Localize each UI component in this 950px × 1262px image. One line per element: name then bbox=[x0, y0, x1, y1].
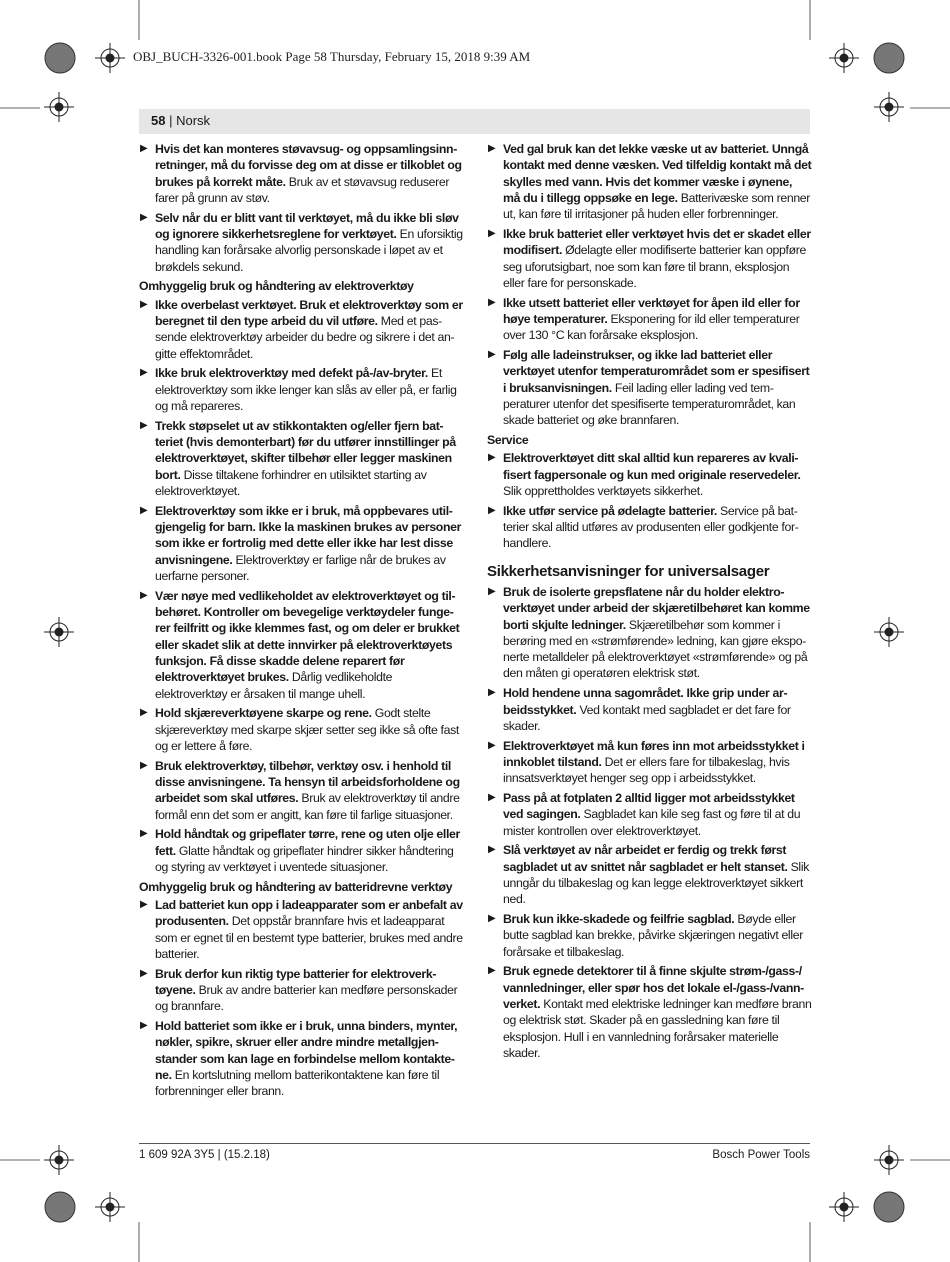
item-body-text: Ødelagte eller modifiserte batterier kan oppføre seg uforutsigbart, noe som kan føre til brann, eksplosjon eller fare for personskade. bbox=[503, 243, 806, 290]
item-body-text: En uforsiktig handling kan forårsake alvorlig personskade i løpet av et brøkdels sekund. bbox=[155, 226, 463, 274]
list-item bbox=[487, 450, 812, 499]
item-bold-text: Elektroverktøyet ditt skal alltid kun repareres av kvalifisert fagpersonale og kun med originale reservedeler. bbox=[503, 451, 801, 482]
item-bold-text: Bruk derfor kun riktig type batterier for elektroverktøyene. bbox=[155, 966, 437, 998]
left-column bbox=[139, 141, 464, 1103]
footer-brand: Bosch Power Tools bbox=[712, 1149, 810, 1161]
list-item bbox=[487, 295, 812, 344]
top-right-star-mark bbox=[874, 43, 904, 73]
item-body-text: Eksponering for ild eller temperaturer over 130 °C kan forårsake eksplosjon. bbox=[503, 311, 800, 343]
battery-tools-list bbox=[139, 897, 464, 1100]
bullet-arrow-icon: ▶ bbox=[140, 707, 148, 719]
top-left-cross-mark bbox=[95, 43, 125, 73]
bullet-arrow-icon: ▶ bbox=[488, 913, 496, 925]
right-column bbox=[487, 141, 812, 1065]
left-intro-list bbox=[139, 141, 464, 275]
section-heading-saws: Sikkerhetsanvisninger for universalsager bbox=[487, 562, 770, 580]
bullet-arrow-icon: ▶ bbox=[488, 687, 496, 699]
item-body-text: Et elektroverktøy som ikke lenger kan slås av eller på, er farlig og må repareres. bbox=[155, 366, 457, 413]
item-bold-text: Ikke bruk batteriet eller verktøyet hvis det er skadet eller modifisert. bbox=[503, 226, 811, 258]
item-bold-text: Bruk elektroverktøy, tilbehør, verktøy osv. i henhold til disse anvisningene. Ta hensyn til arbeidsforholdene og arbeidet som skal utføres. bbox=[155, 758, 460, 806]
item-bold-text: Hold batteriet som ikke er i bruk, unna binders, mynter, nøkler, spikre, skruer eller andre mindre metallgjenstander som kan lage en forbindelse mellom kontaktene. bbox=[155, 1019, 458, 1083]
list-item bbox=[139, 826, 464, 875]
item-body-text: Bruk av et støvavsug reduserer farer på grunn av støv. bbox=[155, 174, 450, 205]
bullet-arrow-icon: ▶ bbox=[488, 504, 496, 516]
bullet-arrow-icon: ▶ bbox=[140, 1020, 148, 1032]
mid-left-cross-mark bbox=[44, 617, 74, 647]
item-body-text: Service på batterier skal alltid utføres av produsenten eller godkjente forhandlere. bbox=[503, 503, 799, 551]
item-body-text: Med et passende elektroverktøy arbeider du bedre og sikrere i det angitte effektområdet. bbox=[155, 313, 455, 361]
list-item bbox=[139, 588, 464, 702]
list-item bbox=[139, 1018, 464, 1099]
list-item bbox=[139, 758, 464, 823]
item-bold-text: Bruk de isolerte grepsflatene når du holder elektroverktøyet under arbeid der skjæretilbehøret kan komme borti skjulte ledninger. bbox=[503, 584, 810, 632]
item-body-text: Kontakt med elektriske ledninger kan medføre brann og elektrisk støt. Skader på en gassledning kan føre til eksplosjon. Hull i en vannledning forårsaker materielle skader. bbox=[503, 997, 812, 1060]
item-body-text: En kortslutning mellom batterikontaktene kan føre til forbrenninger eller brann. bbox=[155, 1068, 440, 1099]
item-body-text: Slik unngår du tilbakeslag og kan legge elektroverktøyet sikkert ned. bbox=[503, 859, 809, 907]
bullet-arrow-icon: ▶ bbox=[140, 143, 148, 154]
top-right-cross-mark bbox=[829, 43, 859, 73]
item-bold-text: Ikke overbelast verktøyet. Bruk et elektroverktøy som er beregnet til den type arbeid du vil utføre. bbox=[155, 297, 463, 328]
item-bold-text: Selv når du er blitt vant til verktøyet, må du ikke bli sløv og ignorere sikkerhetsreglene for verktøyet. bbox=[155, 210, 459, 241]
item-body-text: Dårlig vedlikeholdte elektroverktøy er årsaken til mange uhell. bbox=[155, 670, 393, 701]
item-bold-text: Bruk kun ikke-skadede og feilfrie sagblad. bbox=[503, 912, 735, 927]
bottom-right-star-mark bbox=[874, 1192, 904, 1222]
item-bold-text: Slå verktøyet av når arbeidet er ferdig og trekk først sagbladet ut av snittet når sagbladet er helt stanset. bbox=[503, 843, 788, 874]
bullet-arrow-icon: ▶ bbox=[140, 967, 148, 979]
item-body-text: Bruk av elektroverktøy til andre formål enn det som er angitt, kan føre til farlige situasjoner. bbox=[155, 791, 460, 822]
section-title-battery-tools: Omhyggelig bruk og håndtering av batteridrevne verktøy bbox=[139, 879, 453, 894]
power-tools-list bbox=[139, 297, 464, 876]
item-bold-text: Pass på at fotplaten 2 alltid ligger mot arbeidsstykket ved sagingen. bbox=[503, 790, 795, 822]
item-bold-text: Følg alle ladeinstrukser, og ikke lad batteriet eller verktøyet utenfor temperaturområdet som er spesifisert i bruksanvisningen. bbox=[503, 348, 810, 395]
list-item bbox=[487, 503, 812, 552]
item-body-text: Feil lading eller lading ved temperaturer utenfor det spesifiserte temperaturområdet, kan skade batteriet og øke brannfaren. bbox=[503, 380, 796, 428]
bullet-arrow-icon: ▶ bbox=[140, 759, 148, 771]
bullet-arrow-icon: ▶ bbox=[140, 298, 148, 310]
item-bold-text: Hold skjæreverktøyene skarpe og rene. bbox=[155, 706, 372, 721]
item-body-text: Elektroverktøy er farlige når de brukes av uerfarne personer. bbox=[155, 552, 446, 583]
bullet-arrow-icon: ▶ bbox=[488, 844, 496, 856]
list-item bbox=[487, 963, 812, 1061]
bullet-arrow-icon: ▶ bbox=[488, 227, 496, 239]
item-body-text: Sagbladet kan kile seg fast og føre til at du mister kontrollen over elektroverktøyet. bbox=[503, 807, 801, 838]
list-item bbox=[487, 685, 812, 734]
section-title-power-tools: Omhyggelig bruk og håndtering av elektroverktøy bbox=[139, 279, 414, 294]
bullet-arrow-icon: ▶ bbox=[488, 452, 496, 464]
saw-safety-list bbox=[487, 584, 812, 1061]
list-item bbox=[487, 226, 812, 291]
item-bold-text: Lad batteriet kun opp i ladeapparater som er anbefalt av produsenten. bbox=[155, 898, 463, 929]
bullet-arrow-icon: ▶ bbox=[140, 211, 148, 223]
list-item bbox=[139, 503, 464, 584]
list-item bbox=[139, 897, 464, 962]
item-body-text: Glatte håndtak og gripeflater hindrer sikker håndtering og styring av verktøyet i uventede situasjoner. bbox=[155, 843, 454, 874]
list-item bbox=[487, 790, 812, 839]
list-item bbox=[487, 347, 812, 428]
item-bold-text: Trekk støpselet ut av stikkontakten og/eller fjern batteriet (hvis demonterbart) før du utfører innstillinger på elektroverktøyet, skifter tilbehør eller legger maskinen bort. bbox=[155, 418, 456, 482]
bullet-arrow-icon: ▶ bbox=[140, 828, 148, 840]
item-body-text: Bøyde eller butte sagblad kan brekke, påvirke skjæringen negativt eller forårsake et tilbakeslag. bbox=[503, 912, 803, 959]
section-title-service: Service bbox=[487, 433, 529, 448]
item-bold-text: Ikke utsett batteriet eller verktøyet for åpen ild eller for høye temperaturer. bbox=[503, 295, 800, 326]
item-bold-text: Ikke bruk elektroverktøy med defekt på-/av-bryter. bbox=[155, 366, 428, 381]
list-item bbox=[487, 738, 812, 787]
mid-right-cross-mark bbox=[874, 617, 904, 647]
bullet-arrow-icon: ▶ bbox=[488, 296, 496, 308]
list-item bbox=[139, 141, 464, 206]
bullet-arrow-icon: ▶ bbox=[488, 349, 496, 361]
item-body-text: Bruk av andre batterier kan medføre personskader og brannfare. bbox=[155, 983, 458, 1014]
top-left-side-cross-mark bbox=[44, 92, 74, 122]
list-item bbox=[487, 842, 812, 907]
bullet-arrow-icon: ▶ bbox=[488, 791, 496, 803]
bullet-arrow-icon: ▶ bbox=[488, 965, 496, 977]
bullet-arrow-icon: ▶ bbox=[140, 899, 148, 911]
top-left-star-mark bbox=[45, 43, 75, 73]
bottom-left-side-cross-mark bbox=[44, 1145, 74, 1175]
bullet-arrow-icon: ▶ bbox=[488, 143, 496, 154]
item-bold-text: Ikke utfør service på ødelagte batterier. bbox=[503, 503, 717, 518]
list-item bbox=[139, 418, 464, 499]
page-header bbox=[151, 113, 210, 128]
file-meta-line: OBJ_BUCH-3326-001.book Page 58 Thursday, February 15, 2018 9:39 AM bbox=[133, 49, 531, 64]
list-item bbox=[487, 584, 812, 682]
bottom-right-side-cross-mark bbox=[874, 1145, 904, 1175]
list-item bbox=[139, 210, 464, 275]
item-bold-text: Vær nøye med vedlikeholdet av elektroverktøyet og tilbehøret. Kontroller om bevegelige verktøydeler fungerer feilfritt og ikke klemmes fast, og om deler er brukket eller skadet slik at dette innvirker på elektroverktøyets funksjon. Få disse skadde delene reparert før elektroverktøyet brukes. bbox=[155, 588, 460, 685]
bullet-arrow-icon: ▶ bbox=[140, 504, 148, 516]
item-body-text: Ved kontakt med sagbladet er det fare for skader. bbox=[503, 702, 791, 733]
header-separator: | bbox=[165, 113, 177, 128]
item-bold-text: Ved gal bruk kan det lekke væske ut av batteriet. Unngå kontakt med denne væsken. Ved tilfeldig kontakt må det skylles med vann. Hvis det kommer væske i øynene, må du i tillegg oppsøke en lege. bbox=[503, 142, 812, 205]
item-bold-text: Hold håndtak og gripeflater tørre, rene og uten olje eller fett. bbox=[155, 827, 460, 858]
footer-doc-number: 1 609 92A 3Y5 | (15.2.18) bbox=[139, 1149, 270, 1161]
header-language: Norsk bbox=[176, 113, 211, 128]
item-bold-text: Bruk egnede detektorer til å finne skjulte strøm-/gass-/ vannledninger, eller spør hos det lokale el-/gass-/vannverket. bbox=[503, 964, 805, 1012]
service-list bbox=[487, 450, 812, 551]
list-item bbox=[139, 365, 464, 414]
bottom-left-star-mark bbox=[45, 1192, 75, 1222]
list-item bbox=[487, 141, 812, 222]
item-body-text: Det oppstår brannfare hvis et ladeapparat som er egnet til en bestemt type batterier, brukes med andre batterier. bbox=[155, 914, 463, 961]
right-intro-list bbox=[487, 141, 812, 429]
footer-rule bbox=[139, 1143, 810, 1144]
top-right-side-cross-mark bbox=[874, 92, 904, 122]
bottom-left-cross-mark bbox=[95, 1192, 125, 1222]
bullet-arrow-icon: ▶ bbox=[140, 367, 148, 379]
item-bold-text: Elektroverktøyet må kun føres inn mot arbeidsstykket i innkoblet tilstand. bbox=[503, 738, 805, 769]
list-item bbox=[139, 297, 464, 362]
list-item bbox=[139, 966, 464, 1015]
item-body-text: Godt stelte skjæreverktøy med skarpe skjær setter seg ikke så ofte fast og er lettere å føre. bbox=[155, 706, 459, 753]
item-body-text: Disse tiltakene forhindrer en utilsiktet starting av elektroverktøyet. bbox=[155, 467, 427, 498]
bullet-arrow-icon: ▶ bbox=[488, 739, 496, 751]
list-item bbox=[139, 705, 464, 754]
bullet-arrow-icon: ▶ bbox=[140, 589, 148, 601]
bullet-arrow-icon: ▶ bbox=[140, 419, 148, 431]
bottom-right-cross-mark bbox=[829, 1192, 859, 1222]
page-number: 58 bbox=[151, 113, 166, 128]
item-bold-text: Elektroverktøy som ikke er i bruk, må oppbevares utilgjengelig for barn. Ikke la maskinen brukes av personer som ikke er fortrolig med dette eller ikke har lest disse anvisningene. bbox=[155, 503, 462, 567]
bullet-arrow-icon: ▶ bbox=[488, 585, 496, 597]
item-body-text: Skjæretilbehør som kommer i berøring med en «strømførende» ledning, kan gjøre eksponerte metalldeler på elektroverktøyet «strømførende» og på den måten gi operatøren elektrisk støt. bbox=[503, 617, 808, 681]
item-body-text: Batterivæske som renner ut, kan føre til irritasjoner på huden eller forbrenninger. bbox=[503, 190, 811, 222]
item-bold-text: Hold hendene unna sagområdet. Ikke grip under arbeidsstykket. bbox=[503, 686, 788, 717]
item-bold-text: Hvis det kan monteres støvavsug- og oppsamlingsinnretninger, må du forvisse deg om at disse er tilkoblet og brukes på korrekt måte. bbox=[155, 142, 462, 189]
item-body-text: Slik opprettholdes verktøyets sikkerhet. bbox=[503, 483, 703, 498]
list-item bbox=[487, 911, 812, 960]
page-header-bar bbox=[139, 109, 810, 134]
item-body-text: Det er ellers fare for tilbakeslag, hvis innsatsverktøyet henger seg opp i arbeidsstykket. bbox=[503, 754, 790, 786]
